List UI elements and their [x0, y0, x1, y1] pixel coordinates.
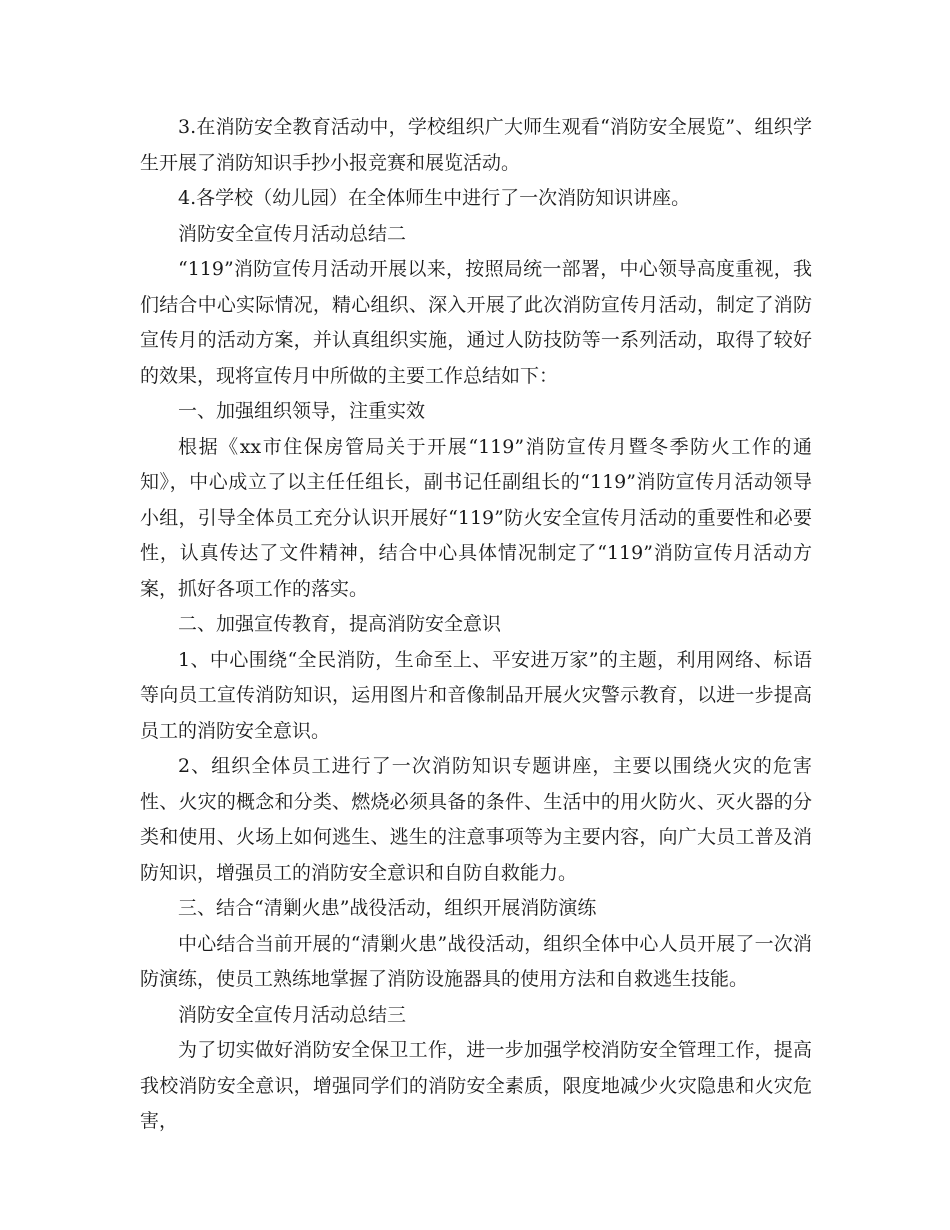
- section-title-summary-2: 消防安全宣传月活动总结二: [178, 222, 407, 245]
- paragraph-organization: 根据《xx市住保房管局关于开展“119”消防宣传月暨冬季防火工作的通知》，中心成立了以主任任组长，副书记任副组长的“119”消防宣传月活动领导小组，引导全体员工充分认识开展好“119”防火安全宣传月活动的重要性和必要性，认真传达了文件精神，结合中心具体情况制定了“119”消防宣传月活动方案，抓好各项工作的落实。: [140, 435, 812, 600]
- paragraph-education-1: 1、中心围绕“全民消防，生命至上、平安进万家”的主题，利用网络、标语等向员工宣传消防知识，运用图片和音像制品开展火灾警示教育，以进一步提高员工的消防安全意识。: [140, 648, 812, 742]
- paragraph-item-3: 3.在消防安全教育活动中，学校组织广大师生观看“消防安全展览”、组织学生开展了消防知识手抄小报竞赛和展览活动。: [140, 116, 812, 174]
- section-title-summary-3: 消防安全宣传月活动总结三: [178, 1003, 407, 1026]
- heading-drill: 三、结合“清剿火患”战役活动，组织开展消防演练: [178, 897, 597, 919]
- paragraph-education-2: 2、组织全体员工进行了一次消防知识专题讲座，主要以围绕火灾的危害性、火灾的概念和分类、燃烧必须具备的条件、生活中的用火防火、灭火器的分类和使用、火场上如何逃生、逃生的注意事项等为主要内容，向广大员工普及消防知识，增强员工的消防安全意识和自防自救能力。: [140, 755, 812, 884]
- paragraph-summary-3-intro: 为了切实做好消防安全保卫工作，进一步加强学校消防安全管理工作，提高我校消防安全意识，增强同学们的消防安全素质，限度地减少火灾隐患和火灾危害，: [140, 1039, 812, 1132]
- paragraph-drill: 中心结合当前开展的“清剿火患”战役活动，组织全体中心人员开展了一次消防演练，使员工熟练地掌握了消防设施器具的使用方法和自救逃生技能。: [140, 932, 812, 990]
- paragraph-intro: “119”消防宣传月活动开展以来，按照局统一部署，中心领导高度重视，我们结合中心实际情况，精心组织、深入开展了此次消防宣传月活动，制定了消防宣传月的活动方案，并认真组织实施，通过人防技防等一系列活动，取得了较好的效果，现将宣传月中所做的主要工作总结如下：: [140, 258, 812, 387]
- paragraph-item-4: 4.各学校（幼儿园）在全体师生中进行了一次消防知识讲座。: [178, 187, 691, 209]
- heading-organization: 一、加强组织领导，注重实效: [178, 400, 426, 422]
- document-body: [140, 110, 812, 1140]
- heading-education: 二、加强宣传教育，提高消防安全意识: [178, 613, 502, 635]
